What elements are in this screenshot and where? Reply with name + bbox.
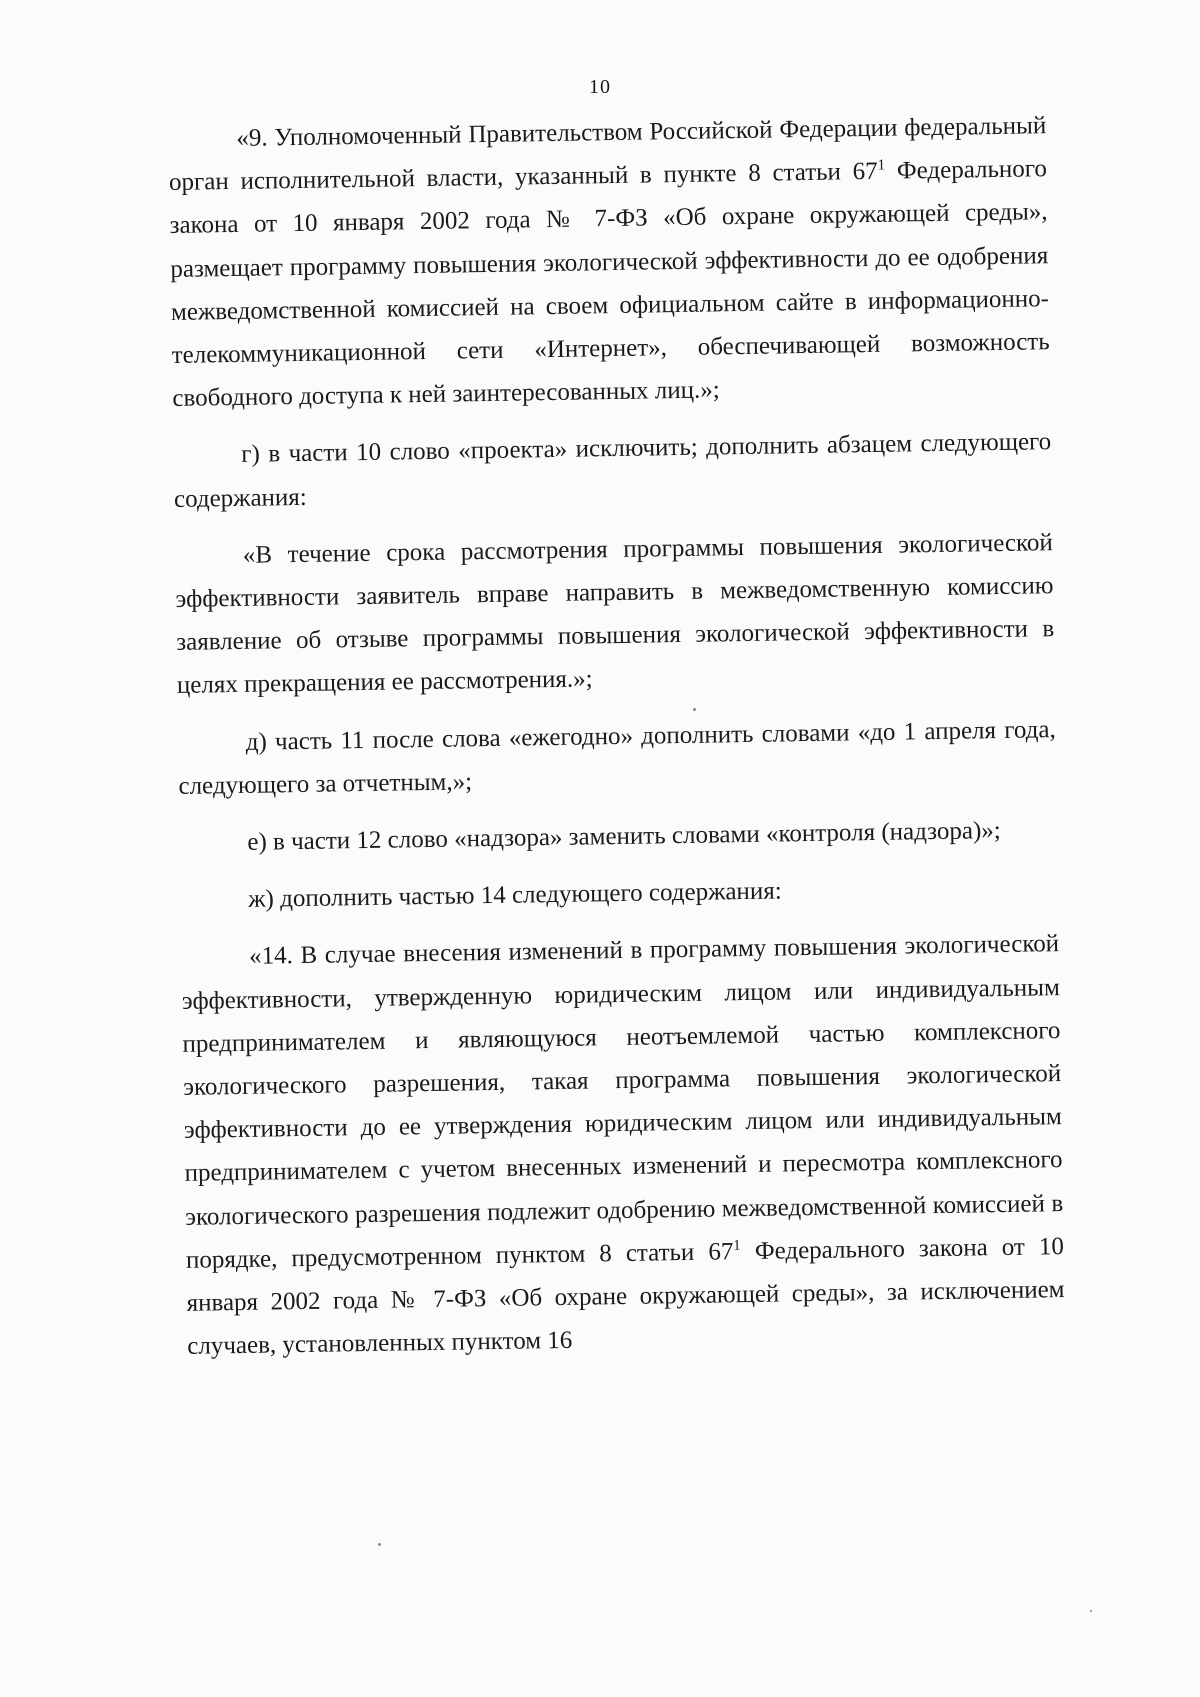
paragraph-text: «9. Уполномоченный Правительством Российской Федерации федеральный орган исполнительной власти, указанный в пункте 8 статьи 67: [168, 112, 1047, 197]
superscript: 1: [877, 157, 886, 174]
page-number: 10: [589, 76, 611, 98]
paragraph-quote-withdrawal: «В течение срока рассмотрения программы повышения экологической эффективности заявитель вправе направить в межведомственную комиссию заявление об отзыве программы повышения экологической эффективности в целях прекращения ее рассмотрения.»;: [175, 528, 1055, 700]
paragraph-amendment-g: г) в части 10 слово «проекта» исключить; дополнить абзацем следующего содержания:: [173, 428, 1052, 513]
scan-speck: [378, 1543, 381, 1546]
paragraph-text: Федерального закона от 10 января 2002 года № 7-ФЗ «Об охране окружающей среды», размещает программу повышения экологической эффективности до ее одобрения межведомственной комиссией на своем официальном сайте в информационно-телекоммуникационной сети «Интернет», обеспечивающей возможность свободного доступа к ней заинтересованных лиц.»;: [169, 155, 1050, 413]
paragraph-text: «14. В случае внесения изменений в программу повышения экологической эффективности, утвержденную юридическим лицом или индивидуальным предпринимателем и являющуюся неотъемлемой частью комплексного экологического разрешения, такая программа повышения экологической эффективности до ее утверждения юридическим лицом или индивидуальным предпринимателем с учетом внесенных изменений и пересмотра комплексного экологического разрешения подлежит одобрению межведомственной комиссией в порядке, предусмотренном пунктом 8 статьи 67: [181, 930, 1064, 1274]
paragraph-amendment-zh: ж) дополнить частью 14 следующего содержания:: [248, 877, 782, 914]
document-body: [168, 104, 1066, 1368]
paragraph-amendment-e: е) в части 12 слово «надзора» заменить словами «контроля (надзора)»;: [247, 817, 1001, 856]
scan-speck: [693, 708, 696, 711]
paragraph-amendment-d: д) часть 11 после слова «ежегодно» дополнить словами «до 1 апреля года, следующего за отчетным,»;: [178, 715, 1056, 800]
paragraph-text: Федерального закона от 10 января 2002 года № 7-ФЗ «Об охране окружающей среды», за исключением случаев, установленных пунктом 16: [186, 1232, 1065, 1361]
paragraph-item-9: [168, 104, 1051, 420]
superscript: 1: [733, 1237, 741, 1254]
scan-speck: [1090, 1610, 1092, 1612]
paragraph-item-14: [181, 923, 1066, 1369]
